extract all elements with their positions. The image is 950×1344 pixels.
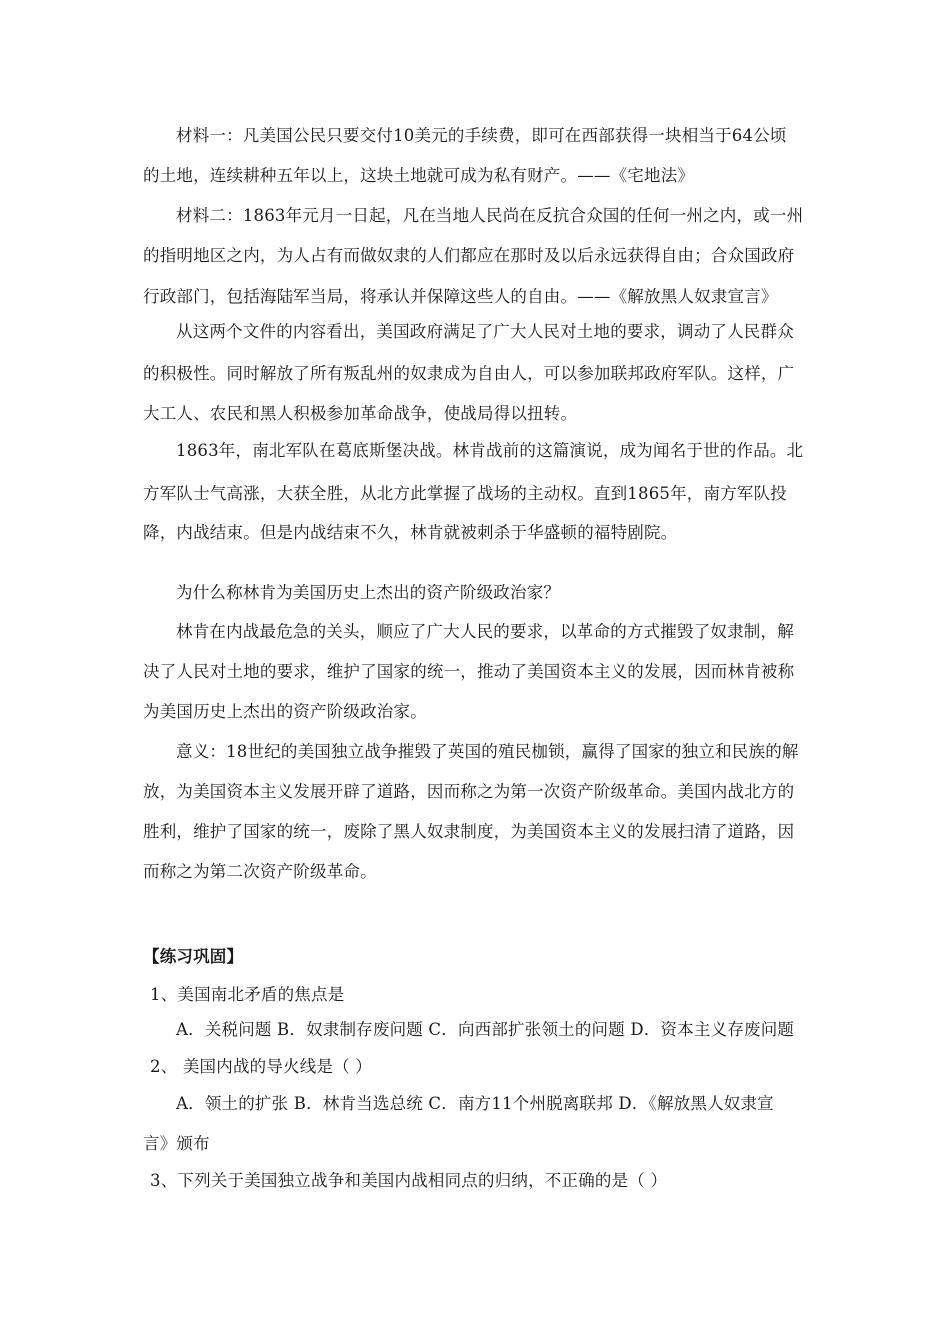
text-line: 从这两个文件的内容看出，美国政府满足了广大人民对土地的要求，调动了人民群众 — [176, 322, 794, 341]
text-line: 方军队士气高涨，大获全胜，从北方此掌握了战场的主动权。直到1865年，南方军队投 — [143, 484, 787, 503]
text-line: 大工人、农民和黑人积极参加革命战争，使战局得以扭转。 — [143, 404, 578, 423]
text-line: 意义：18世纪的美国独立战争摧毁了英国的殖民枷锁，赢得了国家的独立和民族的解 — [176, 742, 799, 761]
text-line: 材料二：1863年元月一日起，凡在当地人民尚在反抗合众国的任何一州之内，或一州 — [176, 206, 804, 225]
exercise-options: 言》颁布 — [143, 1134, 210, 1153]
text-line: 放，为美国资本主义发展开辟了道路，因而称之为第一次资产阶级革命。美国内战北方的 — [143, 782, 795, 801]
exercise-question: 3、下列关于美国独立战争和美国内战相同点的归纳，不正确的是（ ） — [150, 1171, 668, 1190]
exercise-question: 2、 美国内战的导火线是（ ） — [150, 1057, 372, 1076]
question-line: 为什么称林肯为美国历史上杰出的资产阶级政治家？ — [176, 583, 561, 602]
text-line: 材料一：凡美国公民只要交付10美元的手续费，即可在西部获得一块相当于64公顷 — [176, 126, 787, 145]
text-line: 的土地，连续耕种五年以上，这块土地就可成为私有财产。——《宅地法》 — [143, 166, 695, 185]
text-line: 的积极性。同时解放了所有叛乱州的奴隶成为自由人，可以参加联邦政府军队。这样，广 — [143, 364, 795, 383]
text-line: 行政部门，包括海陆军当局，将承认并保障这些人的自由。——《解放黑人奴隶宣言》 — [143, 287, 778, 306]
text-line: 而称之为第二次资产阶级革命。 — [143, 862, 377, 881]
text-line: 林肯在内战最危急的关头，顺应了广大人民的要求，以革命的方式摧毁了奴隶制，解 — [176, 622, 794, 641]
text-line: 的指明地区之内，为人占有而做奴隶的人们都应在那时及以后永远获得自由；合众国政府 — [143, 246, 795, 265]
exercise-options: A．领土的扩张 B．林肯当选总统 C．南方11个州脱离联邦 D．《解放黑人奴隶宣 — [176, 1094, 774, 1113]
exercise-options: A．关税问题 B．奴隶制存废问题 C．向西部扩张领土的问题 D．资本主义存废问题 — [176, 1020, 795, 1039]
text-line: 为美国历史上杰出的资产阶级政治家。 — [143, 702, 427, 721]
text-line: 降，内战结束。但是内战结束不久，林肯就被刺杀于华盛顿的福特剧院。 — [143, 523, 678, 542]
exercise-question: 1、美国南北矛盾的焦点是 — [150, 985, 345, 1004]
section-heading: 【练习巩固】 — [143, 947, 244, 966]
text-line: 决了人民对土地的要求，维护了国家的统一，推动了美国资本主义的发展，因而林肯被称 — [143, 662, 795, 681]
text-line: 1863年，南北军队在葛底斯堡决战。林肯战前的这篇演说，成为闻名于世的作品。北 — [176, 441, 804, 460]
text-line: 胜利，维护了国家的统一，废除了黑人奴隶制度，为美国资本主义的发展扫清了道路，因 — [143, 822, 795, 841]
